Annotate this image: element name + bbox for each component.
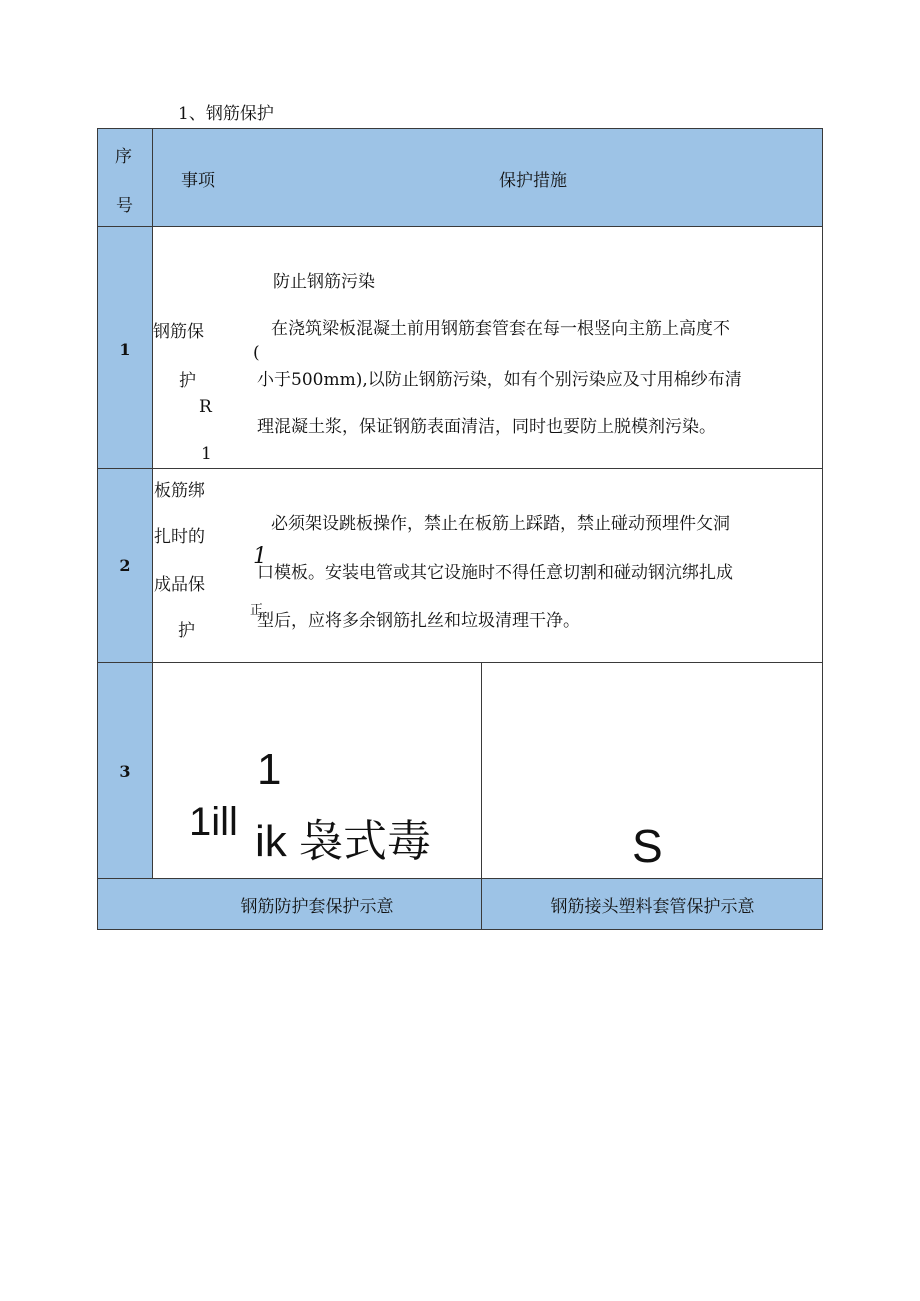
left-image-text-3: ik 袅式毒 [255,817,431,866]
table-border-right [822,128,823,930]
row-2-item-line-3: 成品保 [154,575,205,595]
table-line-row-1 [97,468,823,469]
header-seq-bottom: 号 [116,196,133,216]
row-1-side-mark: ( [253,343,260,363]
table-line-image-split [481,662,482,930]
row-2-measure-line-1: 必须架设跳板操作，禁止在板筋上踩踏，禁止碰动预埋件攵洞 [271,514,730,534]
header-seq-top: 序 [115,147,132,167]
header-item: 事项 [181,171,215,191]
table-line-header [97,226,823,227]
row-1-number: 1 [119,340,131,359]
table-border-left [97,128,98,930]
row-1-measure-line-4: 理混凝土浆，保证钢筋表面清洁，同时也要防上脱模剂污染。 [257,417,716,437]
left-image-text-2: 1ill [189,800,238,844]
row-2-item-line-1: 板筋绑 [154,481,205,501]
table-border-top [97,128,823,129]
table-line-row-2 [97,662,823,663]
right-caption: 钢筋接头塑料套管保护示意 [550,897,755,917]
row-1-item-line-1: 钢筋保 [153,322,204,342]
row-2-item-line-2: 扎时的 [154,527,205,547]
table-line-row-3 [97,878,823,879]
row-1-measure-line-1: 防止钢筋污染 [273,272,375,292]
row-1-item-line-4: 1 [201,444,212,464]
row-3-number: 3 [119,762,131,781]
row-1-measure-line-2: 在浇筑梁板混凝土前用钢筋套管套在每一根竖向主筋上高度不 [271,319,730,339]
left-caption: 钢筋防护套保护示意 [240,897,394,917]
row-1-measure-line-3: 小于500mm),以防止钢筋污染，如有个别污染应及寸用棉纱布清 [257,370,742,390]
row-2-measure-line-2: 口模板。安装电管或其它设施时不得任意切割和碰动钢沆绑扎成 [257,563,733,583]
row-2-item-line-4: 护 [178,621,195,641]
header-measures: 保护措施 [499,171,567,191]
section-title: 1、钢筋保护 [178,104,274,124]
left-image-text-1: 1 [257,745,282,794]
table-line-number-column [152,128,153,878]
row-2-side-mark-2: 正 [250,603,264,618]
row-1-item-line-3: R [199,397,212,417]
row-1-item-line-2: 护 [179,371,196,391]
row-2-number: 2 [119,556,131,575]
row-2-measure-line-3: 型后，应将多余钢筋扎丝和垃圾清理干净。 [257,611,580,631]
table-border-bottom [97,929,823,930]
protection-table [97,128,823,930]
row-2-side-mark-1: 1 [253,544,267,569]
right-image-text: S [632,820,663,872]
